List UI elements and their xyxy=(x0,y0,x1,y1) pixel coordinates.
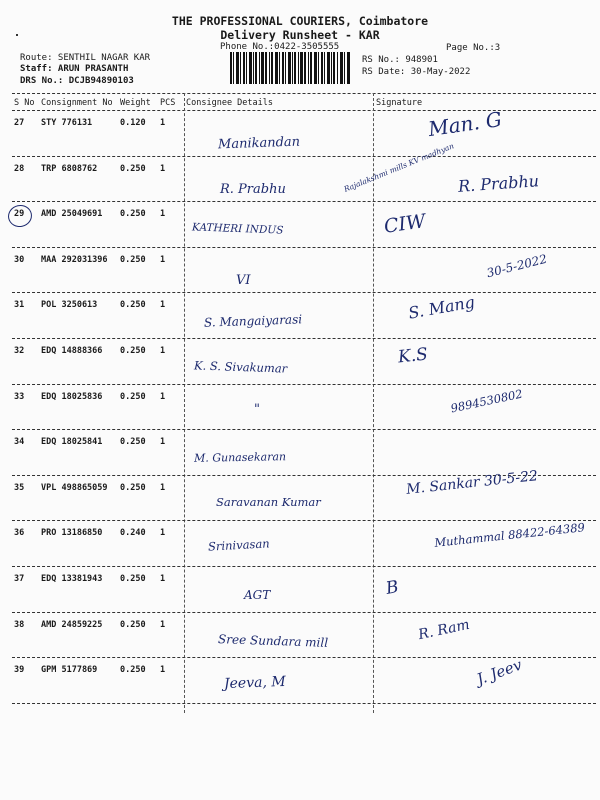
row-signature: R. Ram xyxy=(416,616,472,643)
row-consignment-no: EDQ 14888366 xyxy=(41,346,103,356)
row-consignment-no: PRO 13186850 xyxy=(41,528,103,539)
row-signature: S. Mang xyxy=(406,292,477,324)
row-divider xyxy=(12,520,596,521)
col-weight: Weight xyxy=(120,98,151,108)
row-signature: J. Jeev xyxy=(474,655,525,689)
row-weight: 0.250 xyxy=(120,437,146,448)
row-consignment-no: TRP 6808762 xyxy=(41,163,98,174)
table-header-rule xyxy=(12,110,596,111)
row-consignment-no: EDQ 13381943 xyxy=(41,574,103,584)
row-sno: 28 xyxy=(14,163,25,174)
col-consignment: Consignment No xyxy=(41,98,113,108)
drs-number: DRS No.: DCJB94890103 xyxy=(20,76,134,86)
row-divider xyxy=(12,429,596,430)
row-sno: 34 xyxy=(14,437,25,448)
row-divider xyxy=(12,201,596,202)
row-consignment-no: POL 3250613 xyxy=(41,300,98,311)
row-divider xyxy=(12,292,596,293)
row-consignment-no: STY 776131 xyxy=(41,118,93,128)
row-weight: 0.250 xyxy=(120,300,146,311)
row-consignment-no: MAA 292031396 xyxy=(41,254,108,265)
row-signature: 30-5-2022 xyxy=(485,251,549,281)
row-consignment-no: EDQ 18025841 xyxy=(41,437,103,448)
row-sno: 35 xyxy=(14,482,25,493)
row-weight: 0.250 xyxy=(120,209,146,220)
row-pcs: 1 xyxy=(160,209,166,220)
row-pcs: 1 xyxy=(160,163,166,174)
rs-number: RS No.: 948901 xyxy=(362,55,438,65)
route-label: Route: SENTHIL NAGAR KAR xyxy=(20,53,151,63)
row-consignee-handwritten: S. Mangaiyarasi xyxy=(203,312,303,331)
row-divider xyxy=(12,247,596,248)
row-consignment-no: GPM 5177869 xyxy=(41,665,98,676)
row-signature: M. Sankar 30-5-22 xyxy=(405,467,539,498)
row-weight: 0.250 xyxy=(120,619,146,630)
row-signature: Man. G xyxy=(426,106,504,142)
row-sno: 38 xyxy=(14,619,25,630)
row-sno: 36 xyxy=(14,528,25,539)
row-consignee-handwritten: R. Prabhu xyxy=(220,181,286,197)
col-consignee: Consignee Details xyxy=(186,98,273,108)
row-consignee-handwritten: Jeeva, M xyxy=(223,674,286,693)
runsheet-title: Delivery Runsheet - KAR xyxy=(220,28,380,42)
row-consignee-handwritten: Sree Sundara mill xyxy=(217,631,329,650)
col-signature: Signature xyxy=(376,98,423,108)
row-divider xyxy=(12,384,596,385)
row-pcs: 1 xyxy=(160,528,166,539)
page-number: Page No.:3 xyxy=(446,43,501,53)
row-weight: 0.250 xyxy=(120,163,146,174)
row-divider xyxy=(12,703,596,704)
row-weight: 0.120 xyxy=(120,118,146,128)
row-pcs: 1 xyxy=(160,574,166,584)
row-weight: 0.250 xyxy=(120,482,146,493)
table-top-rule xyxy=(12,93,596,94)
row-consignee-handwritten: " xyxy=(254,401,260,417)
row-pcs: 1 xyxy=(160,300,166,311)
row-weight: 0.250 xyxy=(120,391,146,402)
rs-date: RS Date: 30-May-2022 xyxy=(362,67,471,77)
row-sno: 39 xyxy=(14,665,25,676)
row-consignee-handwritten: VI xyxy=(236,272,251,288)
row-weight: 0.250 xyxy=(120,346,146,356)
row-weight: 0.250 xyxy=(120,574,146,584)
row-pcs: 1 xyxy=(160,118,166,128)
row-pcs: 1 xyxy=(160,437,166,448)
row-pcs: 1 xyxy=(160,665,166,676)
company-title: THE PROFESSIONAL COURIERS, Coimbatore xyxy=(171,14,429,28)
row-divider xyxy=(12,566,596,567)
row-consignee-handwritten: AGT xyxy=(244,588,271,602)
row-signature: 9894530802 xyxy=(449,386,524,416)
col-sno: S No xyxy=(14,98,35,108)
row-sno: 27 xyxy=(14,118,25,128)
row-consignment-no: AMD 25049691 xyxy=(41,209,103,220)
row-sno: 32 xyxy=(14,346,25,356)
speck xyxy=(16,34,18,36)
row-sno: 29 xyxy=(14,209,25,220)
row-consignment-no: EDQ 18025836 xyxy=(41,391,103,402)
row-signature: K.S xyxy=(397,344,429,368)
row-consignee-handwritten: K. S. Sivakumar xyxy=(193,358,288,376)
row-pcs: 1 xyxy=(160,391,166,402)
row-sno: 33 xyxy=(14,391,25,402)
row29-circle-mark xyxy=(6,203,34,230)
row-pcs: 1 xyxy=(160,254,166,265)
row-divider xyxy=(12,338,596,339)
row-sno: 30 xyxy=(14,254,25,265)
row-weight: 0.250 xyxy=(120,665,146,676)
row-sno: 37 xyxy=(14,574,25,584)
col-pcs: PCS xyxy=(160,98,176,108)
phone-number: Phone No.:0422-3505555 xyxy=(220,42,340,52)
row-pcs: 1 xyxy=(160,346,166,356)
row-pcs: 1 xyxy=(160,619,166,630)
staff-label: Staff: ARUN PRASANTH xyxy=(20,64,129,74)
row-signature: R. Prabhu xyxy=(457,170,540,196)
row-weight: 0.240 xyxy=(120,528,146,539)
row-consignee-handwritten: KATHERI INDUS xyxy=(191,221,284,237)
row-pcs: 1 xyxy=(160,482,166,493)
row-weight: 0.250 xyxy=(120,254,146,265)
row-divider xyxy=(12,612,596,613)
barcode-image xyxy=(230,52,350,84)
row-consignment-no: VPL 498865059 xyxy=(41,482,108,493)
row-consignee-handwritten: Saravanan Kumar xyxy=(216,494,321,509)
row-consignee-handwritten: Srinivasan xyxy=(207,536,270,554)
row-signature: CIW xyxy=(382,210,427,238)
row-consignment-no: AMD 24859225 xyxy=(41,619,103,630)
row-divider xyxy=(12,156,596,157)
row-sno: 31 xyxy=(14,300,25,311)
row-signature: B xyxy=(384,577,401,599)
col-divider-consignee xyxy=(184,93,185,713)
col-divider-signature xyxy=(373,93,374,713)
row-consignee-handwritten: M. Gunasekaran xyxy=(193,450,287,465)
row-signature: Muthammal 88422-64389 xyxy=(433,520,586,551)
row-consignee-handwritten: Manikandan xyxy=(217,134,301,153)
row28-address-note: Rajalakshmi mills KV madhyan xyxy=(342,141,456,194)
